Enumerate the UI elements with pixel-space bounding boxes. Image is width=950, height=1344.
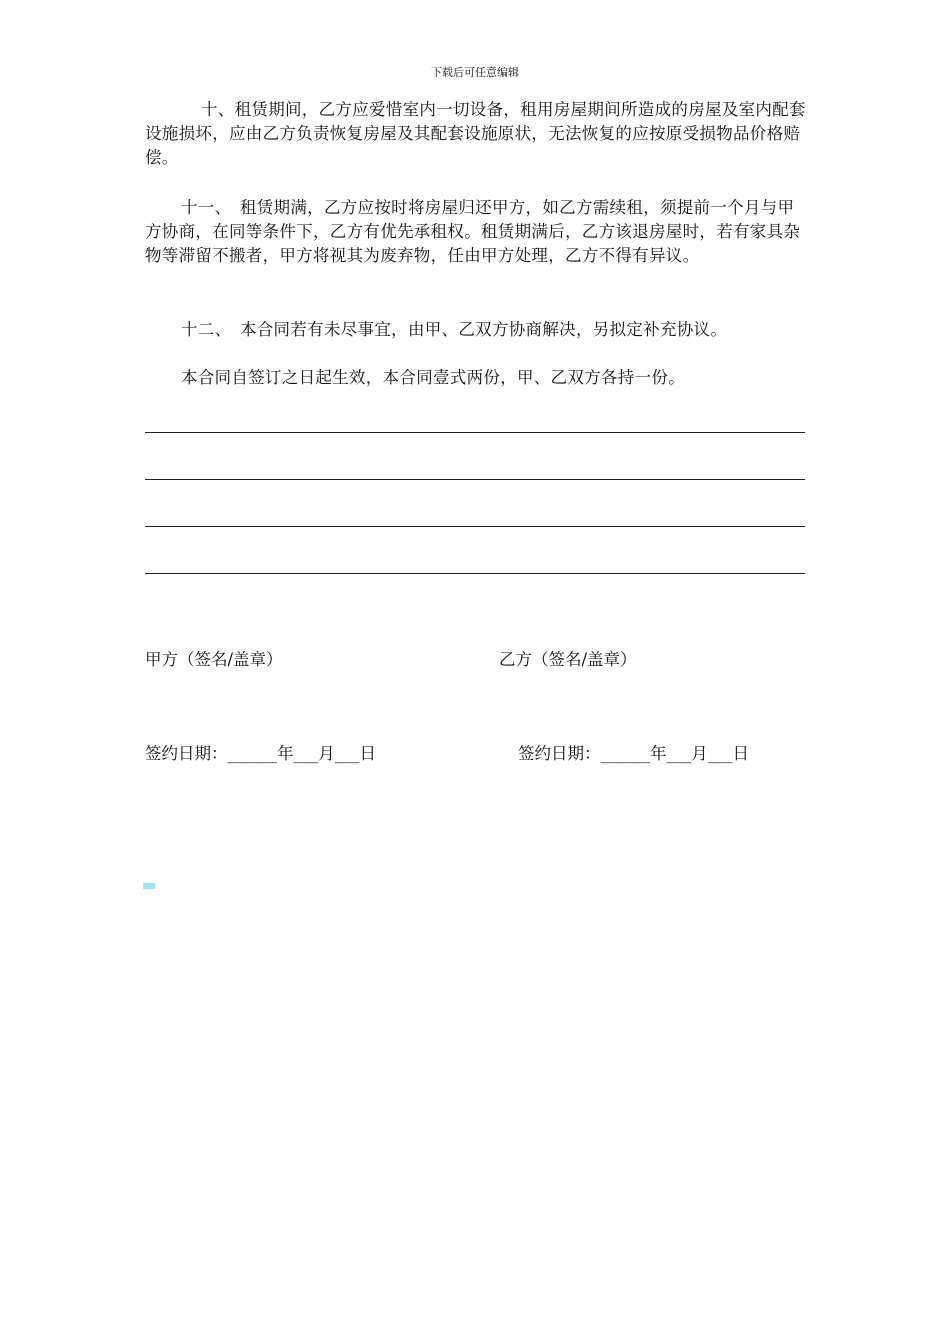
effective-clause: 本合同自签订之日起生效，本合同壹式两份，甲、乙双方各持一份。 — [181, 368, 685, 387]
party-a-signature-label: 甲方（签名/盖章） — [145, 650, 283, 669]
party-a-sign-date: 签约日期：______年___月___日 — [145, 744, 376, 763]
clause-10: 十、租赁期间，乙方应爱惜室内一切设备，租用房屋期间所造成的房屋及室内配套设施损坏，应由乙方负责恢复房屋及其配套设施原状，无法恢复的应按原受损物品价格赔偿。 — [145, 100, 806, 167]
clause-11: 十一、 租赁期满，乙方应按时将房屋归还甲方，如乙方需续租，须提前一个月与甲方协商，在同等条件下，乙方有优先承租权。租赁期满后，乙方该退房屋时，若有家具杂物等滞留不搬者，甲方将视其为废弃物，任由甲方处理，乙方不得有异议。 — [145, 198, 801, 265]
blank-line-4 — [145, 573, 805, 574]
page-header-note: 下载后可任意编辑 — [431, 66, 519, 79]
party-b-sign-date: 签约日期：______年___月___日 — [518, 744, 749, 763]
blank-line-1 — [145, 432, 805, 433]
highlight-marker — [143, 883, 155, 889]
blank-line-2 — [145, 479, 805, 480]
party-b-signature-label: 乙方（签名/盖章） — [499, 650, 637, 669]
clause-12: 十二、 本合同若有未尽事宜，由甲、乙双方协商解决，另拟定补充协议。 — [181, 320, 728, 339]
blank-line-3 — [145, 526, 805, 527]
